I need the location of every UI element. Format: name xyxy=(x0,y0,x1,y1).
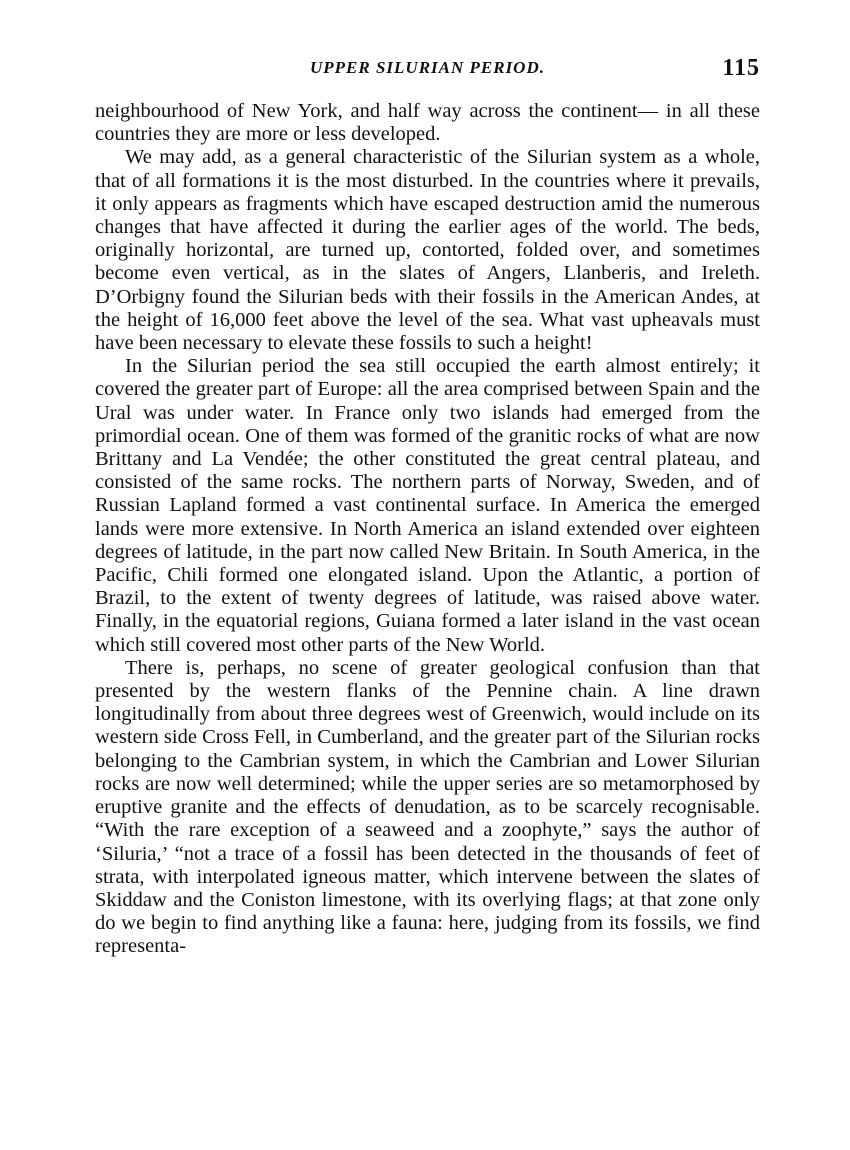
body-text xyxy=(95,100,760,959)
paragraph-silurian-sea: In the Silurian period the sea still occupied the earth almost entirely; it covered the greater part of Europe: all the area comprised between Spain and the Ural was under water. In France only two islands had emerged from the primordial ocean. One of them was formed of the granitic rocks of what are now Brittany and La Vendée; the other constituted the great central plateau, and consisted of the same rocks. The northern parts of Norway, Sweden, and of Russian Lapland formed a vast continental surface. In America the emerged lands were more extensive. In North America an island extended over eighteen degrees of latitude, in the part now called New Britain. In South America, in the Pacific, Chili formed one elongated island. Upon the Atlantic, a portion of Brazil, to the extent of twenty degrees of latitude, was raised above water. Finally, in the equatorial regions, Guiana formed a later island in the vast ocean which still covered most other parts of the New World. xyxy=(95,355,760,656)
paragraph-pennine-chain: There is, perhaps, no scene of greater geological confusion than that presented by the western flanks of the Pennine chain. A line drawn longitudinally from about three degrees west of Greenwich, would include on its western side Cross Fell, in Cumberland, and the greater part of the Silurian rocks belonging to the Cambrian system, in which the Cambrian and Lower Silurian rocks are now well determined; while the upper series are so metamorphosed by eruptive granite and the effects of denudation, as to be scarcely recognisable. “With the rare exception of a seaweed and a zoophyte,” says the author of ‘Siluria,’ “not a trace of a fossil has been detected in the thousands of feet of strata, with interpolated igneous matter, which intervene between the slates of Skiddaw and the Coniston limestone, with its overlying flags; at that zone only do we begin to find anything like a fauna: here, judging from its fossils, we find representa- xyxy=(95,656,760,958)
running-head-title: UPPER SILURIAN PERIOD. xyxy=(309,58,545,77)
page-number: 115 xyxy=(722,55,760,81)
running-head xyxy=(95,55,760,88)
paragraph-silurian-disturbance: We may add, as a general characteristic of the Silurian system as a whole, that of all formations it is the most disturbed. In the countries where it prevails, it only appears as fragments which have escaped destruction amid the numerous changes that have affected it during the earlier ages of the world. The beds, originally horizontal, are turned up, contorted, folded over, and sometimes become even vertical, as in the slates of Angers, Llanberis, and Ireleth. D’Orbigny found the Silurian beds with their fossils in the American Andes, at the height of 16,000 feet above the level of the sea. What vast upheavals must have been necessary to elevate these fossils to such a height! xyxy=(95,146,760,355)
paragraph-continued: neighbourhood of New York, and half way across the continent— in all these countries they are more or less developed. xyxy=(95,100,760,146)
